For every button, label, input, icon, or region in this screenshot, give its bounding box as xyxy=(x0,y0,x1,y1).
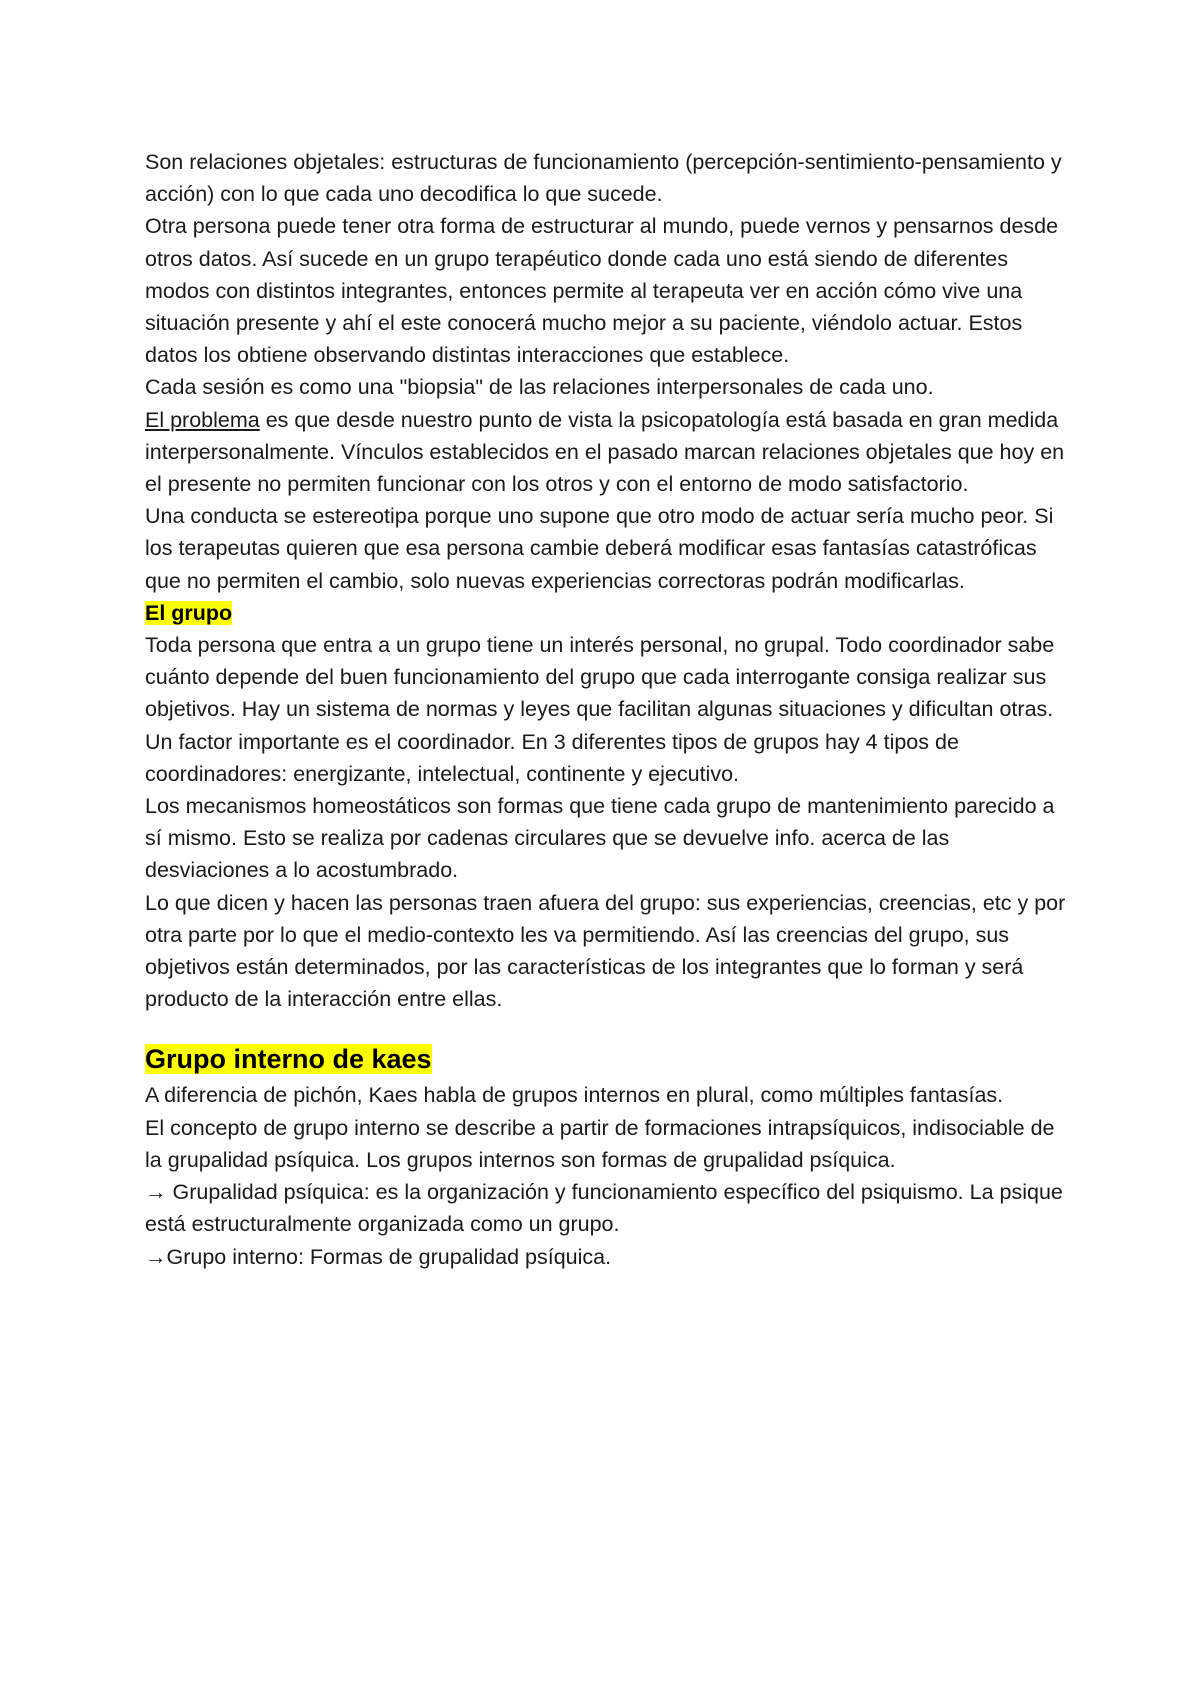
paragraph-text: es que desde nuestro punto de vista la psicopatología está basada en gran medida interpersonalmente. Vínculos establecidos en el pasado marcan relaciones objetales que hoy en el presente no permiten funcionar con los otros y con el entorno de modo satisfactorio. xyxy=(145,407,1065,497)
paragraph-otra-persona: Otra persona puede tener otra forma de estructurar al mundo, puede vernos y pensarnos desde otros datos. Así sucede en un grupo terapéutico donde cada uno está siendo de diferentes modos con distintos integrantes, entonces permite al terapeuta ver en acción cómo vive una situación presente y ahí el este conocerá mucho mejor a su paciente, viéndolo actuar. Estos datos los obtiene observando distintas interacciones que establece. xyxy=(145,214,1059,368)
paragraph-coordinador: Un factor importante es el coordinador. En 3 diferentes tipos de grupos hay 4 tipos de coordinadores: energizante, intelectual, continente y ejecutivo. xyxy=(145,729,959,786)
paragraph-homeostaticos: Los mecanismos homeostáticos son formas que tiene cada grupo de mantenimiento parecido a sí mismo. Esto se realiza por cadenas circulares que se devuelve info. acerca de las desviaciones a lo acostumbrado. xyxy=(145,794,1055,883)
heading-grupo-interno-kaes xyxy=(145,1039,1075,1079)
paragraph-grupo-interno: →Grupo interno: Formas de grupalidad psíquica. xyxy=(145,1244,612,1269)
paragraph-biopsia: Cada sesión es como una "biopsia" de las relaciones interpersonales de cada uno. xyxy=(145,375,934,400)
paragraph-lo-que-dicen: Lo que dicen y hacen las personas traen afuera del grupo: sus experiencias, creencias, etc y por otra parte por lo que el medio-contexto les va permitiendo. Así las creencias del grupo, sus objetivos están determinados, por las características de los integrantes que lo forman y será producto de la interacción entre ellas. xyxy=(145,890,1066,1012)
section-spacer xyxy=(145,1015,1075,1039)
paragraph-pichon: A diferencia de pichón, Kaes habla de grupos internos en plural, como múltiples fantasías. xyxy=(145,1083,1004,1108)
paragraph-toda-persona: Toda persona que entra a un grupo tiene un interés personal, no grupal. Todo coordinador sabe cuánto depende del buen funcionamiento del grupo que cada interrogante consiga realizar sus objetivos. Hay un sistema de normas y leyes que facilitan algunas situaciones y dificultan otras. xyxy=(145,633,1055,722)
heading-el-grupo xyxy=(145,597,1075,629)
document-page xyxy=(145,146,1075,1273)
paragraph-el-problema xyxy=(145,404,1075,501)
underlined-term: El problema xyxy=(145,407,260,432)
paragraph-conducta: Una conducta se estereotipa porque uno supone que otro modo de actuar sería mucho peor. Si los terapeutas quieren que esa persona cambie deberá modificar esas fantasías catastróficas que no permiten el cambio, solo nuevas experiencias correctoras podrán modificarlas. xyxy=(145,504,1054,593)
paragraph-relaciones-objetales: Son relaciones objetales: estructuras de funcionamiento (percepción-sentimiento-pensamiento y acción) con lo que cada uno decodifica lo que sucede. xyxy=(145,150,1062,207)
highlighted-heading: El grupo xyxy=(145,600,233,625)
paragraph-grupalidad-psiquica: → Grupalidad psíquica: es la organización y funcionamiento específico del psiquismo. La psique está estructuralmente organizada como un grupo. xyxy=(145,1180,1063,1237)
highlighted-heading: Grupo interno de kaes xyxy=(145,1044,432,1075)
paragraph-concepto-grupo-interno: El concepto de grupo interno se describe a partir de formaciones intrapsíquicos, indisociable de la grupalidad psíquica. Los grupos internos son formas de grupalidad psíquica. xyxy=(145,1115,1055,1172)
